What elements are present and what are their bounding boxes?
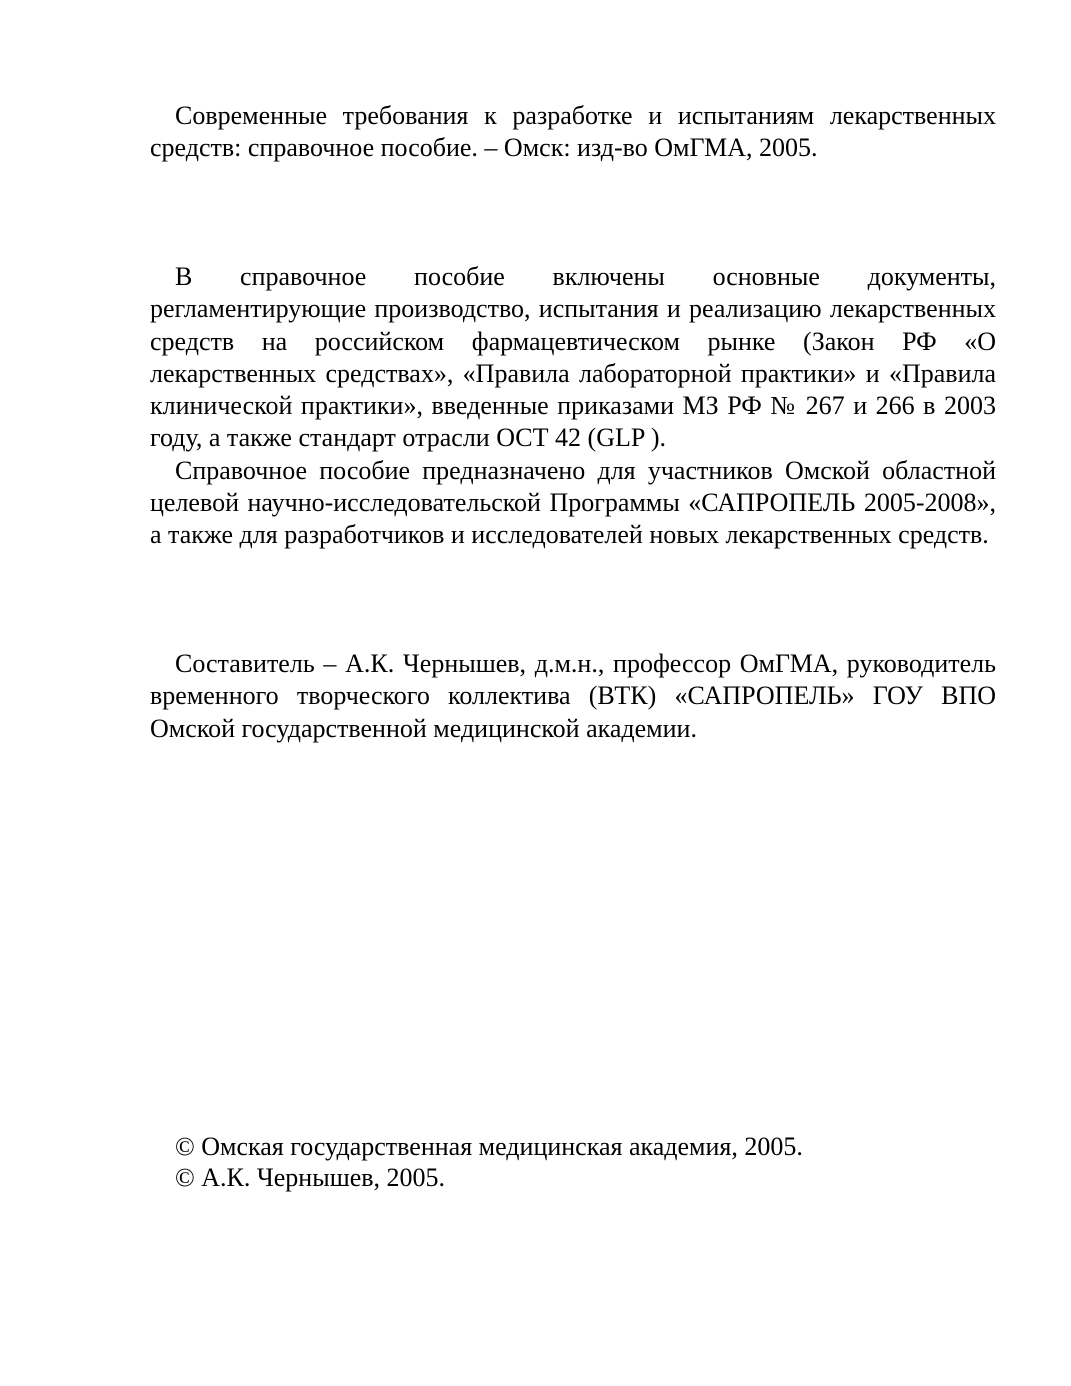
abstract [150, 261, 996, 552]
copyright-line-1: © Омская государственная медицинская академия, 2005. [175, 1132, 803, 1161]
bibliographic-citation [150, 100, 996, 165]
abstract-paragraph-1: В справочное пособие включены основные документы, регламентирующие производство, испытания и реализацию лекарственных средств на российском фармацевтическом рынке (Закон РФ «О лекарственных средствах», «Правила лабораторной практики» и «Правила клинической практики», введенные приказами МЗ РФ № 267 и 266 в 2003 году, а также стандарт отрасли ОСТ 42 (GLP ). [150, 262, 996, 453]
compiler-info [150, 648, 996, 745]
copyright-notice [175, 1131, 803, 1193]
copyright-line-2: © А.К. Чернышев, 2005. [175, 1163, 446, 1192]
compiler-text: Составитель – А.К. Чернышев, д.м.н., профессор ОмГМА, руководитель временного творческого коллектива (ВТК) «САПРОПЕЛЬ» ГОУ ВПО Омской государственной медицинской академии. [150, 649, 996, 743]
citation-text: Современные требования к разработке и испытаниям лекарственных средств: справочное пособие. – Омск: изд-во ОмГМА, 2005. [150, 101, 996, 163]
abstract-paragraph-2: Справочное пособие предназначено для участников Омской областной целевой научно-исследовательской Программы «САПРОПЕЛЬ 2005-2008», а также для разработчиков и исследователей новых лекарственных средств. [150, 455, 996, 550]
